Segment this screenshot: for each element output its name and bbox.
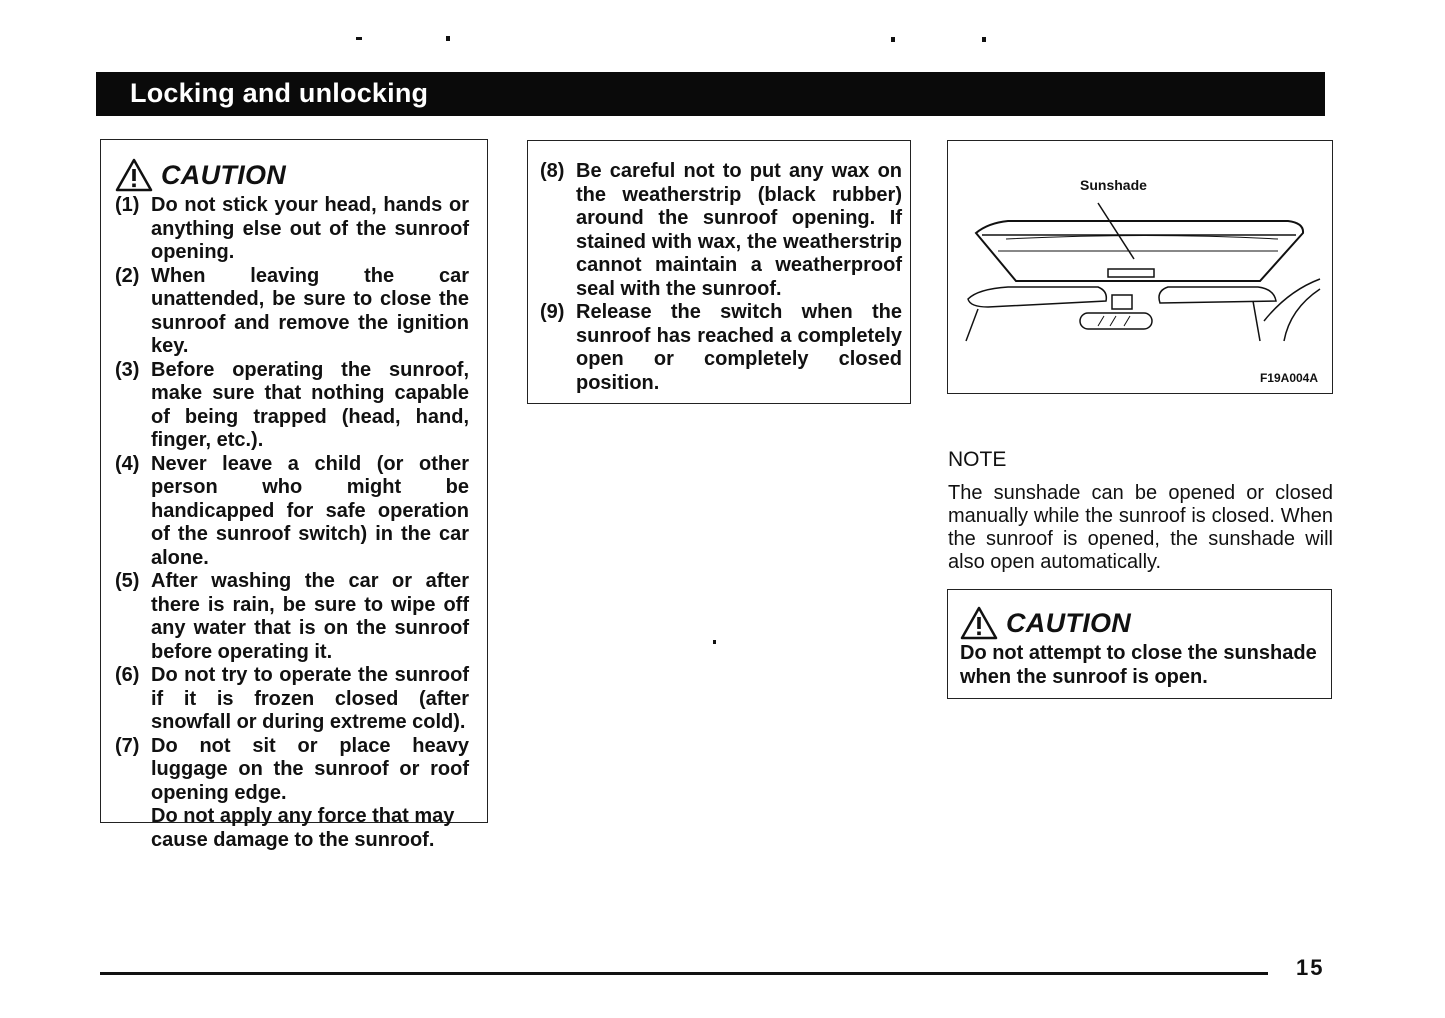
item-text: After washing the car or after there is rain, be sure to wipe off any water that is on the sunroof before operating it. xyxy=(151,570,469,663)
item-number: (2) xyxy=(115,264,140,287)
caution-heading xyxy=(960,606,1321,640)
print-speck xyxy=(356,37,362,40)
caution-list xyxy=(115,194,469,805)
caution-heading xyxy=(115,158,469,192)
print-speck xyxy=(982,37,986,42)
print-speck xyxy=(446,36,450,41)
caution-extra-text: Do not apply any force that may cause damage to the sunroof. xyxy=(151,805,455,851)
list-item xyxy=(115,570,469,664)
list-item xyxy=(115,453,469,571)
print-speck xyxy=(713,640,716,644)
item-number: (3) xyxy=(115,358,140,381)
list-item xyxy=(540,301,902,395)
note-title: NOTE xyxy=(948,448,1007,471)
caution-list-continued xyxy=(540,160,902,395)
footer-rule xyxy=(100,972,1268,975)
item-number: (7) xyxy=(115,734,140,757)
caution-box-main xyxy=(100,139,488,851)
item-number: (9) xyxy=(540,301,565,323)
item-text: Before operating the sunroof, make sure that nothing capable of being trapped (head, hand, finger, etc.). xyxy=(151,358,469,451)
warning-triangle-icon xyxy=(115,158,153,192)
caution-label: CAUTION xyxy=(161,159,287,190)
item-number: (8) xyxy=(540,160,565,182)
page-number: 15 xyxy=(1296,955,1325,980)
item-text: Do not stick your head, hands or anything else out of the sunroof opening. xyxy=(151,194,469,263)
item-number: (1) xyxy=(115,194,140,216)
item-number: (5) xyxy=(115,570,140,592)
item-text: Release the switch when the sunroof has reached a completely open or completely closed position. xyxy=(576,301,902,394)
item-text: Be careful not to put any wax on the weatherstrip (black rubber) around the sunroof opening. If stained with wax, the weatherstrip cannot maintain a weatherproof seal with the sunroof. xyxy=(576,160,902,300)
figure-callout-label: Sunshade xyxy=(1080,177,1147,193)
section-title: Locking and unlocking xyxy=(130,78,429,108)
list-item xyxy=(540,160,902,301)
section-title-bar xyxy=(96,72,1325,116)
note-body: The sunshade can be opened or closed manually while the sunroof is closed. When the sunroof is opened, the sunshade will also open automatically. xyxy=(948,482,1333,573)
figure-code: F19A004A xyxy=(1259,371,1318,385)
list-item xyxy=(115,359,469,453)
item-text: Do not sit or place heavy luggage on the sunroof or roof opening edge. xyxy=(151,734,469,804)
list-item xyxy=(115,664,469,735)
warning-triangle-icon xyxy=(960,606,998,640)
item-text: When leaving the car unattended, be sure to close the sunroof and remove the ignition key. xyxy=(151,264,469,357)
print-speck xyxy=(891,37,895,42)
list-item xyxy=(115,735,469,806)
list-item xyxy=(115,194,469,265)
list-item xyxy=(115,265,469,359)
caution-text: Do not attempt to close the sunshade when the sunroof is open. xyxy=(960,642,1317,688)
caution-label: CAUTION xyxy=(1006,607,1132,638)
item-number: (4) xyxy=(115,452,140,475)
caution-box-sunshade xyxy=(947,589,1332,699)
sunshade-figure xyxy=(947,140,1333,394)
caution-box-continued xyxy=(527,140,911,404)
item-text: Never leave a child (or other person who might be handicapped for safe operation of the sunroof switch) in the car alone. xyxy=(151,452,469,569)
item-text: Do not try to operate the sunroof if it is frozen closed (after snowfall or during extreme cold). xyxy=(151,664,469,733)
item-number: (6) xyxy=(115,664,140,686)
